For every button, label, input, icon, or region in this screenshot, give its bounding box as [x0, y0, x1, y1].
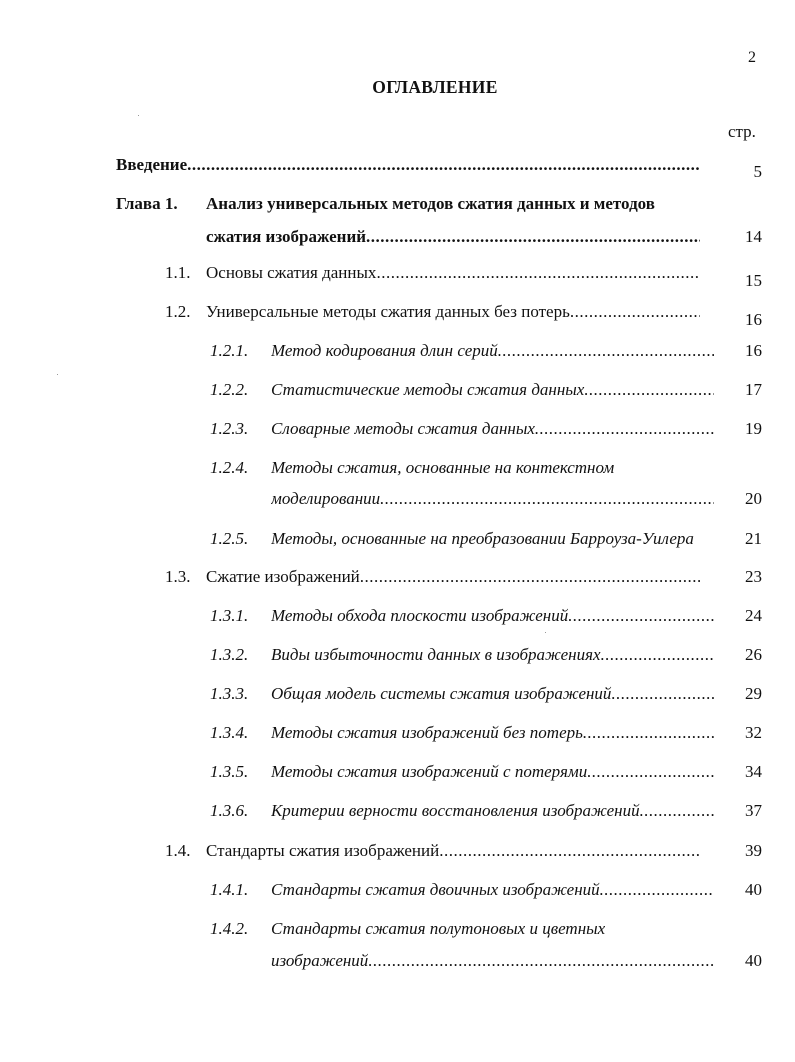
- entry-number: 1.3.5.: [210, 762, 249, 781]
- entry-number: 1.2.: [165, 302, 191, 321]
- dot-leader: [366, 227, 700, 247]
- dot-leader: [535, 419, 714, 439]
- entry-title-line: [271, 458, 614, 478]
- dot-leader: [187, 155, 700, 175]
- entry-title-line: [271, 723, 714, 743]
- entry-page: 37: [745, 801, 762, 820]
- entry-number: 1.4.2.: [210, 919, 249, 938]
- entry-title: Методы сжатия изображений без потерь: [271, 723, 583, 742]
- entry-page: 17: [745, 380, 762, 399]
- entry-title-line: [271, 762, 714, 782]
- entry-title: Критерии верности восстановления изображений: [271, 801, 640, 820]
- entry-page: 15: [745, 271, 762, 290]
- entry-page: 16: [745, 341, 762, 360]
- entry-number: 1.3.6.: [210, 801, 249, 820]
- entry-title-line: [116, 155, 700, 175]
- entry-title: Виды избыточности данных в изображениях: [271, 645, 601, 664]
- entry-title: Статистические методы сжатия данных: [271, 380, 585, 399]
- entry-title: Методы сжатия изображений с потерями: [271, 762, 588, 781]
- dot-leader: [368, 951, 714, 971]
- entry-title-line: [271, 341, 714, 361]
- dot-leader: [584, 380, 714, 400]
- entry-number: 1.3.1.: [210, 606, 249, 625]
- entry-title-line: [271, 529, 694, 549]
- entry-title: Методы, основанные на преобразовании Барроуза-Уилера: [271, 529, 694, 548]
- page-number: 2: [748, 49, 756, 66]
- entry-title-line: [206, 263, 700, 283]
- entry-title: Общая модель системы сжатия изображений: [271, 684, 612, 703]
- entry-title: изображений: [271, 951, 369, 970]
- entry-title: Стандарты сжатия двоичных изображений: [271, 880, 600, 899]
- entry-number: 1.4.: [165, 841, 191, 860]
- entry-page: 29: [745, 684, 762, 703]
- entry-page: 14: [745, 227, 762, 246]
- dot-leader: [570, 302, 700, 322]
- dot-leader: [587, 762, 714, 782]
- entry-number: 1.4.1.: [210, 880, 249, 899]
- dot-leader: [439, 841, 700, 861]
- dot-leader: [380, 489, 714, 509]
- entry-number: 1.1.: [165, 263, 191, 282]
- entry-title-line: [271, 919, 605, 939]
- entry-title-line: [271, 645, 714, 665]
- entry-number: 1.3.: [165, 567, 191, 586]
- entry-page: 21: [745, 529, 762, 548]
- entry-title: Универсальные методы сжатия данных без потерь: [206, 302, 570, 321]
- entry-title: Введение: [116, 155, 188, 174]
- entry-title: Стандарты сжатия полутоновых и цветных: [271, 919, 606, 938]
- entry-number: 1.3.3.: [210, 684, 249, 703]
- entry-page: 39: [745, 841, 762, 860]
- scan-speck: [545, 632, 546, 633]
- entry-title-line: [271, 880, 714, 900]
- dot-leader: [600, 880, 714, 900]
- entry-title-line: [206, 567, 700, 587]
- entry-title: моделировании: [271, 489, 381, 508]
- entry-title-line: [271, 606, 714, 626]
- scan-speck: [138, 115, 139, 116]
- toc-title: ОГЛАВЛЕНИЕ: [372, 77, 498, 97]
- dot-leader: [640, 801, 714, 821]
- entry-page: 24: [745, 606, 762, 625]
- entry-title-line: [206, 194, 655, 214]
- entry-title: Метод кодирования длин серий: [271, 341, 498, 360]
- dot-leader: [360, 567, 700, 587]
- entry-title-line: [271, 419, 714, 439]
- dot-leader: [611, 684, 714, 704]
- dot-leader: [498, 341, 714, 361]
- entry-title: Анализ универсальных методов сжатия данных и методов: [206, 194, 655, 213]
- page-column-label: стр.: [728, 122, 756, 141]
- dot-leader: [376, 263, 700, 283]
- entry-number: 1.2.3.: [210, 419, 249, 438]
- entry-number: Глава 1.: [116, 194, 178, 213]
- entry-number: 1.2.2.: [210, 380, 249, 399]
- entry-title: Методы сжатия, основанные на контекстном: [271, 458, 615, 477]
- entry-title: Методы обхода плоскости изображений: [271, 606, 569, 625]
- dot-leader: [568, 606, 714, 626]
- entry-number: 1.3.4.: [210, 723, 249, 742]
- entry-number: 1.3.2.: [210, 645, 249, 664]
- entry-title-line: [206, 227, 700, 247]
- entry-title-line: [206, 302, 700, 322]
- entry-title: Основы сжатия данных: [206, 263, 377, 282]
- entry-title-line: [271, 951, 714, 971]
- entry-title-line: [271, 380, 714, 400]
- dot-leader: [601, 645, 714, 665]
- entry-title: Сжатие изображений: [206, 567, 360, 586]
- entry-page: 40: [745, 951, 762, 970]
- entry-title-line: [271, 489, 714, 509]
- entry-title-line: [271, 801, 714, 821]
- entry-page: 16: [745, 310, 762, 329]
- entry-number: 1.2.4.: [210, 458, 249, 477]
- entry-page: 20: [745, 489, 762, 508]
- entry-title-line: [206, 841, 700, 861]
- entry-page: 32: [745, 723, 762, 742]
- scan-speck: [57, 374, 58, 375]
- entry-number: 1.2.5.: [210, 529, 249, 548]
- dot-leader: [583, 723, 714, 743]
- entry-page: 26: [745, 645, 762, 664]
- entry-page: 40: [745, 880, 762, 899]
- entry-page: 23: [745, 567, 762, 586]
- entry-title: Словарные методы сжатия данных: [271, 419, 535, 438]
- entry-page: 5: [753, 162, 762, 181]
- entry-page: 19: [745, 419, 762, 438]
- entry-page: 34: [745, 762, 762, 781]
- entry-title-line: [271, 684, 714, 704]
- entry-title: сжатия изображений: [206, 227, 367, 246]
- entry-title: Стандарты сжатия изображений: [206, 841, 440, 860]
- entry-number: 1.2.1.: [210, 341, 249, 360]
